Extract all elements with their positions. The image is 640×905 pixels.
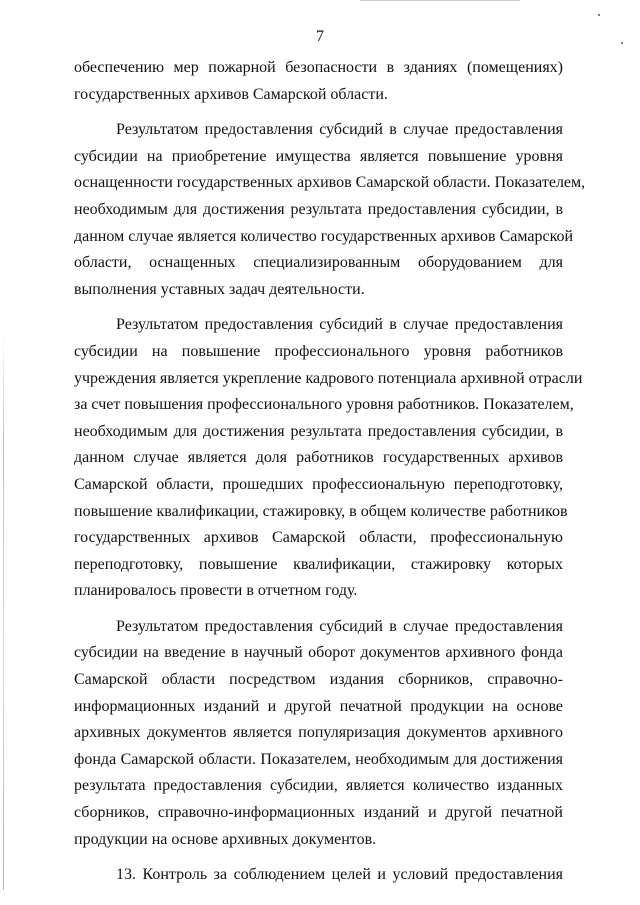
text-line: Результатом предоставления субсидий в случае предоставления bbox=[116, 121, 563, 139]
text-line: области, оснащенных специализированным оборудованием для bbox=[74, 254, 563, 272]
text-line: Самарской области, прошедших профессиональную переподготовку, bbox=[74, 475, 563, 493]
scan-edge-line bbox=[360, 0, 520, 1]
text-line: данном случае является доля работников государственных архивов bbox=[74, 449, 563, 467]
text-line: продукции на основе архивных документов. bbox=[74, 830, 377, 848]
page-number: 7 bbox=[316, 28, 324, 45]
text-line: сборников, справочно-информационных изданий и другой печатной bbox=[74, 804, 563, 822]
text-line: субсидии на введение в научный оборот документов архивного фонда bbox=[74, 644, 563, 662]
text-line: переподготовку, повышение квалификации, стажировку которых bbox=[74, 555, 563, 573]
text-line: государственных архивов Самарской области. bbox=[74, 85, 388, 103]
scan-edge-left bbox=[3, 330, 4, 890]
text-line: Результатом предоставления субсидий в случае предоставления bbox=[116, 316, 563, 334]
text-line: субсидии на повышение профессионального уровня работников bbox=[74, 342, 563, 360]
paragraph-publication-subsidy bbox=[74, 614, 563, 853]
text-line: Самарской области посредством издания сборников, справочно- bbox=[74, 671, 563, 689]
document-body bbox=[74, 55, 586, 889]
text-line: повышение квалификации, стажировку, в общем количестве работников bbox=[74, 502, 568, 520]
text-line: информационных изданий и другой печатной продукции на основе bbox=[74, 697, 563, 715]
text-line: государственных архивов Самарской области, профессиональную bbox=[74, 529, 563, 547]
text-line: архивных документов является популяризация документов архивного bbox=[74, 724, 563, 742]
paragraph-section-13 bbox=[74, 862, 563, 889]
scan-speck bbox=[598, 14, 600, 16]
text-line: необходимым для достижения результата предоставления субсидии, в bbox=[74, 422, 563, 440]
text-line: оснащенности государственных архивов Самарской области. Показателем, bbox=[74, 174, 586, 192]
text-line: 13. Контроль за соблюдением целей и условий предоставления bbox=[116, 866, 563, 884]
text-line: выполнения уставных задач деятельности. bbox=[74, 280, 365, 298]
text-line: фонда Самарской области. Показателем, необходимым для достижения bbox=[74, 750, 563, 768]
text-line: субсидии на приобретение имущества является повышение уровня bbox=[74, 147, 563, 165]
text-line: результата предоставления субсидии, является количество изданных bbox=[74, 777, 563, 795]
text-line: планировалось провести в отчетном году. bbox=[74, 582, 358, 600]
paragraph-continuation bbox=[74, 55, 563, 108]
text-line: учреждения является укрепление кадрового потенциала архивной отрасли bbox=[74, 369, 583, 387]
text-line: Результатом предоставления субсидий в случае предоставления bbox=[116, 617, 563, 635]
text-line: за счет повышения профессионального уровня работников. Показателем, bbox=[74, 396, 574, 414]
paragraph-professional-level-subsidy bbox=[74, 312, 583, 605]
paragraph-property-subsidy bbox=[74, 117, 586, 303]
text-line: данном случае является количество государственных архивов Самарской bbox=[74, 227, 574, 245]
text-line: необходимым для достижения результата предоставления субсидии, в bbox=[74, 200, 563, 218]
text-line: обеспечению мер пожарной безопасности в зданиях (помещениях) bbox=[74, 59, 563, 76]
